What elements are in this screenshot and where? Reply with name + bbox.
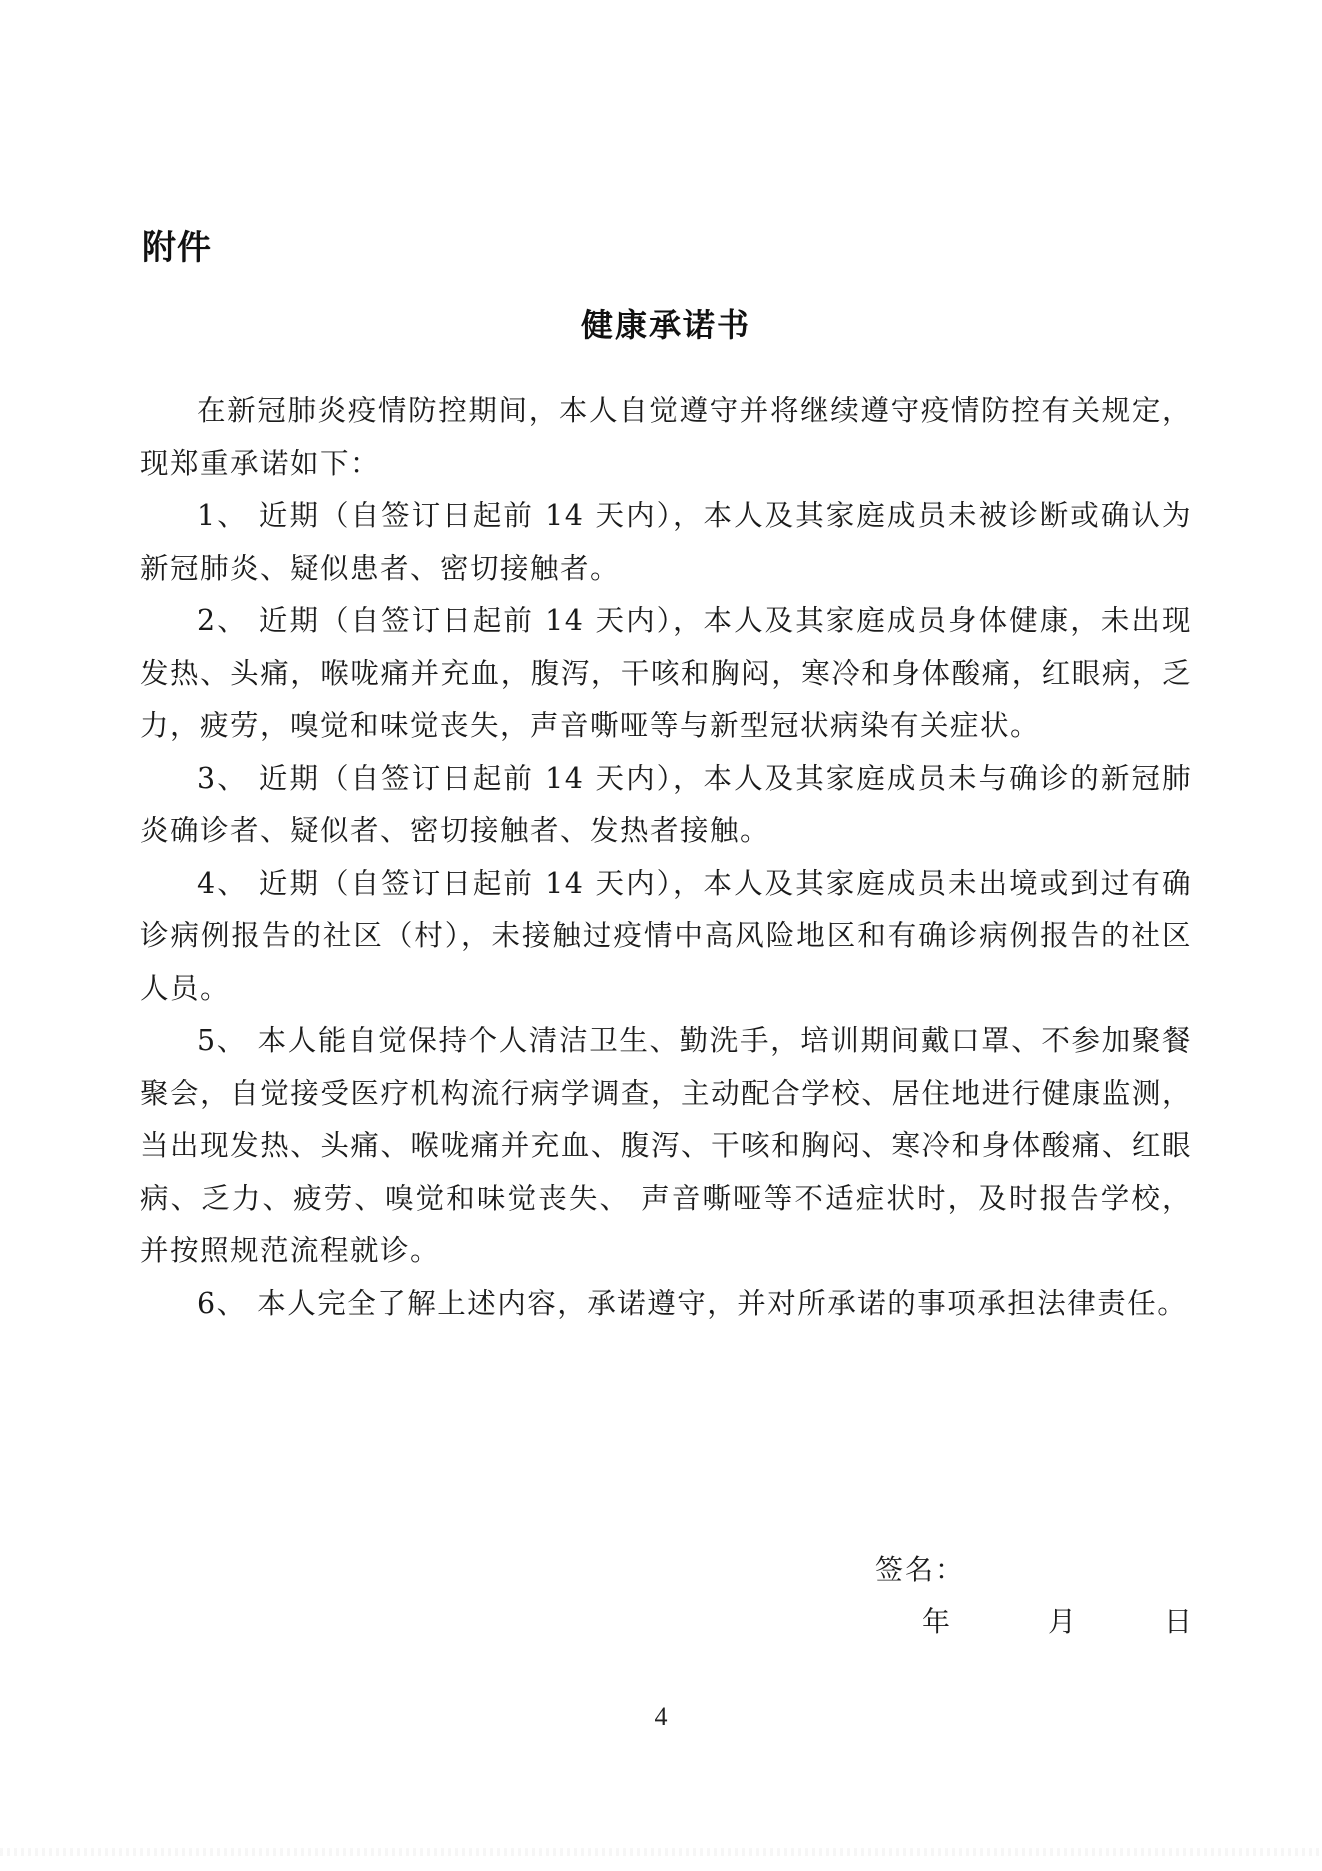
- document-body: [140, 385, 1192, 1330]
- date-year-label: 年: [922, 1605, 951, 1638]
- date-day-label: 日: [1164, 1605, 1193, 1638]
- page-number: 4: [654, 1702, 668, 1731]
- date-month-label: 月: [1048, 1605, 1077, 1638]
- pledge-item-4: 4、 近期（自签订日起前 14 天内），本人及其家庭成员未出境或到过有确诊病例报告的社区（村），未接触过疫情中高风险地区和有确诊病例报告的社区人员。: [140, 866, 1192, 1005]
- document-title: 健康承诺书: [580, 306, 751, 344]
- pledge-item-1: 1、 近期（自签订日起前 14 天内），本人及其家庭成员未被诊断或确认为新冠肺炎、疑似患者、密切接触者。: [140, 499, 1192, 585]
- scan-artifact: [0, 1848, 1322, 1856]
- pledge-item-2: 2、 近期（自签订日起前 14 天内），本人及其家庭成员身体健康，未出现发热、头痛，喉咙痛并充血，腹泻，干咳和胸闷，寒冷和身体酸痛，红眼病，乏力，疲劳，嗅觉和味觉丧失，声音嘶哑等与新型冠状病染有关症状。: [140, 604, 1192, 742]
- pledge-item-5: 5、 本人能自觉保持个人清洁卫生、勤洗手，培训期间戴口罩、不参加聚餐聚会，自觉接受医疗机构流行病学调查，主动配合学校、居住地进行健康监测，当出现发热、头痛、喉咙痛并充血、腹泻、干咳和胸闷、寒冷和身体酸痛、红眼病、乏力、疲劳、嗅觉和味觉丧失、 声音嘶哑等不适症状时，及时报告学校，并按照规范流程就诊。: [140, 1024, 1192, 1267]
- pledge-item-6: 6、 本人完全了解上述内容，承诺遵守，并对所承诺的事项承担法律责任。: [197, 1286, 1188, 1320]
- pledge-item-3: 3、 近期（自签订日起前 14 天内），本人及其家庭成员未与确诊的新冠肺炎确诊者、疑似者、密切接触者、发热者接触。: [140, 761, 1192, 847]
- attachment-label: 附件: [142, 228, 212, 268]
- signature-label: 签名：: [875, 1553, 966, 1586]
- intro-paragraph: 在新冠肺炎疫情防控期间，本人自觉遵守并将继续遵守疫情防控有关规定，现郑重承诺如下：: [140, 394, 1192, 480]
